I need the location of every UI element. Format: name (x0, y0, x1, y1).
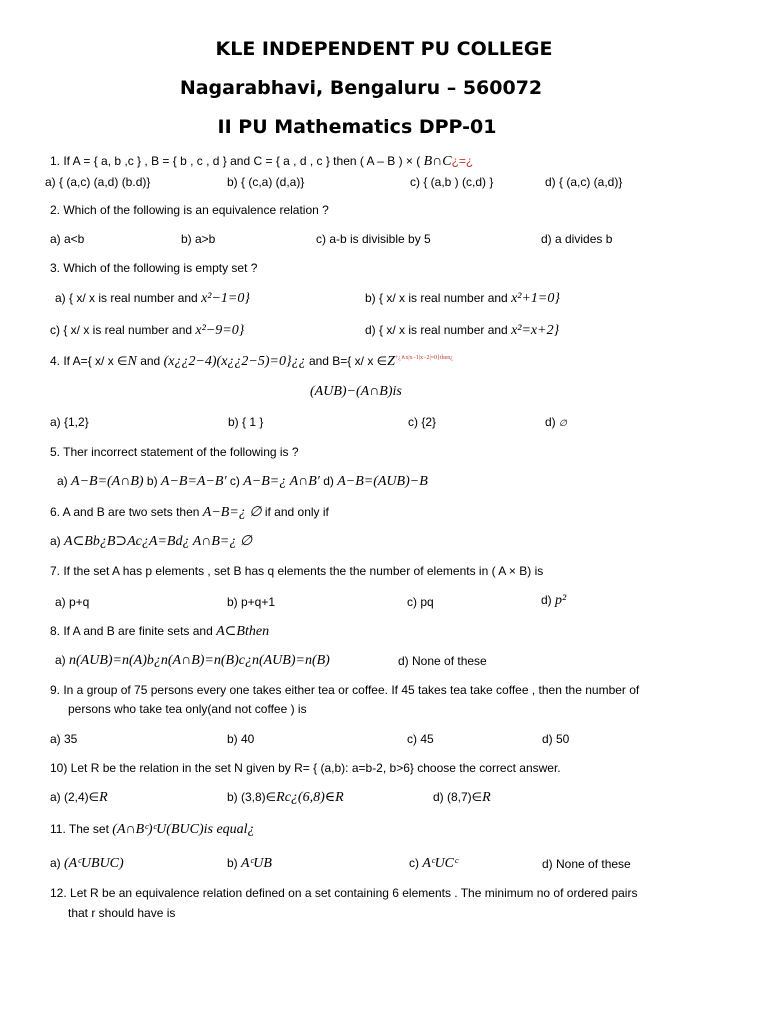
q4-option-d (545, 416, 567, 428)
q5-c-math: A−B=¿ (243, 474, 287, 489)
q10-d-text: d) (8,7)∈ (433, 790, 483, 804)
q6-math: A−B=¿ ∅ (202, 505, 262, 520)
q11-a-math: (AᶜUBUC) (64, 856, 124, 871)
q3-c-math: x²−9=0} (195, 323, 245, 338)
q1-option-d: d) { (a,c) (a,d)} (545, 175, 623, 189)
q8-math: A⊂Bthen (216, 624, 270, 639)
q11-stem: 11. The set (50, 822, 109, 836)
q4-set-z: Z (387, 354, 395, 369)
q10-b-math: Rc¿(6,8)∈R (276, 790, 344, 805)
q10-a-math: R (99, 790, 108, 805)
q4-option-c: c) {2} (408, 415, 437, 429)
q7-option-b: b) p+q+1 (227, 595, 276, 609)
q5-a-label: a) (57, 474, 68, 488)
question-12-line-1: 12. Let R be an equivalence relation defined on a set containing 6 elements . The minimum no of ordered pairs (50, 886, 638, 900)
q4-stem: 4. If A={ x/ x ∈ (50, 354, 128, 368)
q2-option-d: d) a divides b (541, 232, 613, 246)
q2-option-c: c) a-b is divisible by 5 (316, 232, 431, 246)
q2-option-b: b) a>b (181, 232, 216, 246)
q3-a-text: a) { x/ x is real number and (55, 291, 198, 305)
q3-b-math: x²+1=0} (511, 291, 560, 306)
q10-b-text: b) (3,8)∈ (227, 790, 277, 804)
q6-options (50, 535, 252, 549)
q3-d-text: d) { x/ x is real number and (365, 323, 508, 337)
q11-option-a (50, 857, 124, 871)
q5-d-math: A−B=(AUB)−B (337, 474, 428, 489)
question-6 (50, 506, 329, 520)
q3-option-d (365, 324, 559, 338)
q10-a-text: a) (2,4)∈ (50, 790, 100, 804)
q9-option-c: c) 45 (407, 732, 434, 746)
q3-option-c (50, 324, 244, 338)
q11-option-c (409, 857, 458, 871)
q11-c-math: AᶜUCᶜ (422, 856, 458, 871)
q4-expression: (AUB)−(A∩B)is (310, 384, 402, 399)
q11-b-math: AᶜUB (241, 856, 272, 871)
q8-option-d: d) None of these (398, 654, 487, 668)
q1-option-b: b) { (c,a) (d,a)} (227, 175, 305, 189)
q3-c-text: c) { x/ x is real number and (50, 323, 193, 337)
q7-d-label: d) (541, 593, 552, 607)
q5-b-label: b) (146, 474, 158, 488)
q8-option-label: a) (55, 653, 66, 667)
q7-option-a: a) p+q (55, 595, 90, 609)
q4-d-math: ∅ (559, 418, 567, 428)
q5-c-label: c) (229, 474, 240, 488)
question-12-line-2: that r should have is (68, 906, 176, 920)
q3-option-a (55, 292, 250, 306)
question-7: 7. If the set A has p elements , set B has q elements the the number of elements in ( A × B) is (50, 564, 544, 578)
q4-and: and (140, 354, 161, 368)
question-10: 10) Let R be the relation in the set N given by R= { (a,b): a=b-2, b>6} choose the correct answer. (50, 761, 561, 775)
q4-stem-b: and B={ x/ x ∈ (308, 354, 388, 368)
q3-d-math: x²=x+2} (511, 323, 560, 338)
q10-option-b (227, 791, 344, 805)
q7-option-d (541, 594, 566, 608)
q4-option-b: b) { 1 } (228, 415, 264, 429)
q5-d-label: d) (323, 474, 334, 488)
q4-option-a: a) {1,2} (50, 415, 89, 429)
q10-d-math: R (482, 790, 491, 805)
q1-stem: 1. If A = { a, b ,c } , B = { b , c , d } and C = { a , d , c } then ( A – B ) × ( (50, 154, 421, 168)
q1-math: B∩C (423, 154, 452, 169)
q5-a-math: A−B=(A∩B) (71, 474, 144, 489)
q10-option-a (50, 791, 108, 805)
question-9-line-2: persons who take tea only(and not coffee ) is (68, 702, 307, 716)
question-1 (50, 155, 473, 169)
q4-superscript: +¿∧x|x−1|x−2|=0}then¿ (394, 355, 453, 361)
q6-option-math: A⊂Bb¿B⊃Ac¿A=Bd¿ A∩B=¿ ∅ (64, 534, 253, 549)
q8-options (55, 654, 330, 668)
q1-tail: ¿=¿ (451, 154, 474, 168)
q8-stem: 8. If A and B are finite sets and (50, 624, 213, 638)
q11-option-d: d) None of these (542, 857, 631, 871)
q3-a-math: x²−1=0} (201, 291, 250, 306)
q11-math: (A∩Bᶜ)ᶜU(BUC)is equal¿ (112, 822, 255, 837)
q6-stem: 6. A and B are two sets then (50, 505, 200, 519)
q9-option-a: a) 35 (50, 732, 78, 746)
question-3: 3. Which of the following is empty set ? (50, 261, 258, 275)
q7-option-c: c) pq (407, 595, 434, 609)
question-2: 2. Which of the following is an equivalence relation ? (50, 203, 329, 217)
q9-option-d: d) 50 (542, 732, 570, 746)
question-4 (50, 355, 453, 369)
q4-equation: (x¿¿2−4)(x¿¿2−5)=0}¿¿ (163, 354, 306, 369)
q6-tail: if and only if (264, 505, 329, 519)
q3-option-b (365, 292, 560, 306)
question-8 (50, 625, 269, 639)
q4-d-label: d) (545, 415, 556, 429)
q5-options (57, 475, 428, 489)
q10-option-d (433, 791, 491, 805)
q11-b-label: b) (227, 856, 238, 870)
q9-option-b: b) 40 (227, 732, 255, 746)
q7-d-math: p² (555, 593, 567, 608)
paper-title: II PU Mathematics DPP-01 (217, 116, 497, 138)
q5-c-math-2: A∩B′ (289, 474, 320, 489)
q11-a-label: a) (50, 856, 61, 870)
q3-b-text: b) { x/ x is real number and (365, 291, 508, 305)
college-address: Nagarabhavi, Bengaluru – 560072 (179, 77, 543, 99)
question-5: 5. Ther incorrect statement of the following is ? (50, 445, 299, 459)
college-name: KLE INDEPENDENT PU COLLEGE (215, 38, 553, 60)
q11-c-label: c) (409, 856, 419, 870)
q6-option-label: a) (50, 534, 61, 548)
q2-option-a: a) a<b (50, 232, 85, 246)
question-9-line-1: 9. In a group of 75 persons every one takes either tea or coffee. If 45 takes tea take coffee , then the number of (50, 683, 640, 697)
q5-b-math: A−B=A−B′ (160, 474, 227, 489)
q4-set-n: N (127, 354, 137, 369)
q1-option-a: a) { (a,c) (a,d) (b.d)} (45, 175, 151, 189)
q8-option-math: n(AUB)=n(A)b¿n(A∩B)=n(B)c¿n(AUB)=n(B) (69, 653, 330, 668)
q11-option-b (227, 857, 272, 871)
question-11 (50, 823, 255, 837)
q1-option-c: c) { (a,b ) (c,d) } (410, 175, 494, 189)
